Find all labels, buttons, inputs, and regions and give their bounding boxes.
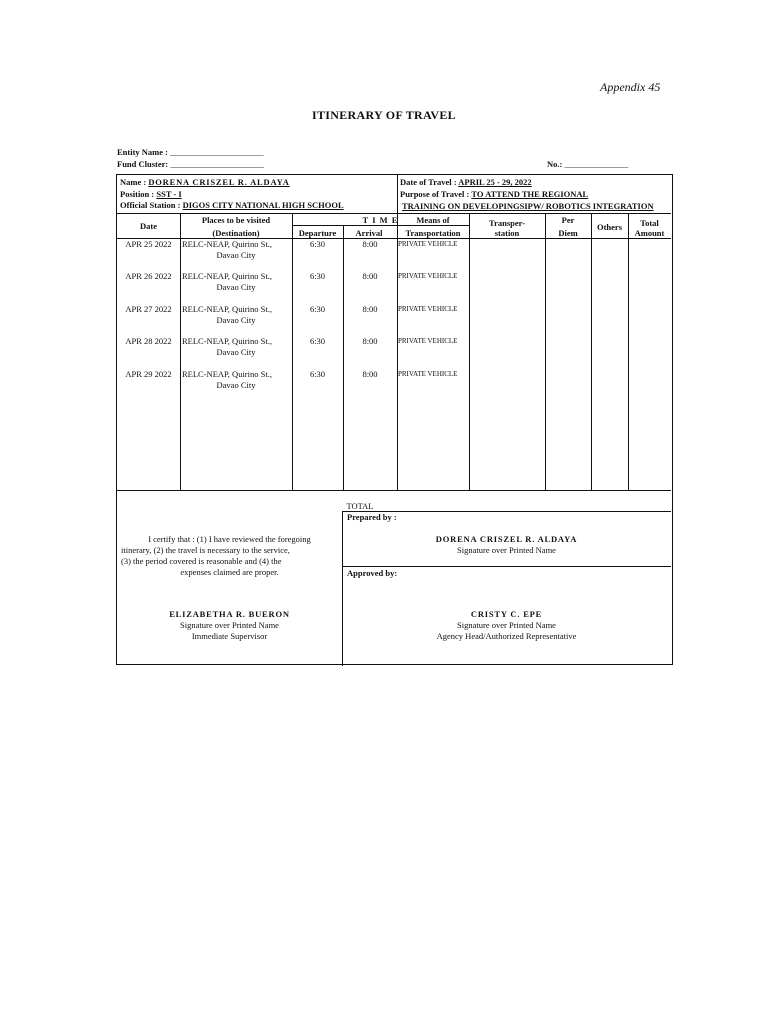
fund-cluster-value: ______________________ <box>170 159 264 169</box>
purpose-value-line1: TO ATTEND THE REGIONAL <box>471 189 589 199</box>
entity-name-label: Entity Name : <box>117 147 168 157</box>
col-departure-divider <box>343 225 344 490</box>
row-place-line1: RELC-NEAP, Quirino St., <box>182 271 272 281</box>
approval-divider <box>342 566 671 567</box>
name-label: Name : <box>120 177 147 187</box>
row-date: APR 26 2022 <box>125 271 172 281</box>
name-value: DORENA CRISZEL R. ALDAYA <box>148 177 290 187</box>
header-places-line1: Places to be visited <box>201 215 271 225</box>
supervisor-caption-1: Signature over Printed Name <box>180 620 279 630</box>
row-place-line1: RELC-NEAP, Quirino St., <box>182 336 272 346</box>
traveler-name-row <box>120 177 290 187</box>
supervisor-caption-2: Immediate Supervisor <box>191 631 268 641</box>
station-label: Official Station : <box>120 200 181 210</box>
col-transport-divider <box>545 213 546 490</box>
row-place-line2: Davao City <box>216 282 256 292</box>
row-arrival: 8:00 <box>362 369 378 379</box>
certification-line-4: expenses claimed are proper. <box>180 567 279 577</box>
col-perdiem-divider <box>591 213 592 490</box>
prepared-by-label: Prepared by : <box>347 512 397 522</box>
approved-by-caption-2: Agency Head/Authorized Representative <box>436 631 577 641</box>
row-means: PRIVATE VEHICLE <box>398 370 458 378</box>
header-total-line1: Total <box>640 218 659 228</box>
station-value: DIGOS CITY NATIONAL HIGH SCHOOL <box>182 200 344 210</box>
date-of-travel-label: Date of Travel : <box>400 177 457 187</box>
header-total-line2: Amount <box>634 228 665 238</box>
row-means: PRIVATE VEHICLE <box>398 272 458 280</box>
col-others-divider <box>628 213 629 490</box>
number-value: _______________ <box>564 159 629 169</box>
time-divider <box>292 225 469 226</box>
row-arrival: 8:00 <box>362 239 378 249</box>
certification-line-3: (3) the period covered is reasonable and (4) the <box>121 556 282 566</box>
header-arrival: Arrival <box>355 228 383 238</box>
row-place-line2: Davao City <box>216 380 256 390</box>
info-divider <box>117 213 671 214</box>
row-arrival: 8:00 <box>362 336 378 346</box>
purpose-row <box>400 189 588 199</box>
number-field <box>547 159 628 169</box>
row-departure: 6:30 <box>309 304 326 314</box>
col-place-divider <box>292 213 293 490</box>
purpose-value-line2: TRAINING ON DEVELOPINGSIPW/ ROBOTICS INTEGRATION <box>402 201 654 211</box>
official-station-row <box>120 200 344 210</box>
row-arrival: 8:00 <box>362 304 378 314</box>
approved-by-label: Approved by: <box>347 568 398 578</box>
header-date: Date <box>140 221 157 231</box>
header-perdiem-line2: Diem <box>558 228 578 238</box>
header-means-line1: Means of <box>416 215 450 225</box>
row-departure: 6:30 <box>309 271 326 281</box>
header-places-line2: (Destination) <box>212 228 260 238</box>
certification-line-1: I certify that : (1) I have reviewed the foregoing <box>148 534 311 544</box>
appendix-label: Appendix 45 <box>600 80 661 94</box>
header-time: T I M E <box>362 215 399 225</box>
header-others: Others <box>596 222 623 232</box>
header-transport-line2: station <box>494 228 520 238</box>
prepared-by-caption: Signature over Printed Name <box>457 545 556 555</box>
prepared-by-name: DORENA CRISZEL R. ALDAYA <box>435 534 578 544</box>
row-departure: 6:30 <box>309 336 326 346</box>
row-place-line1: RELC-NEAP, Quirino St., <box>182 369 272 379</box>
row-date: APR 27 2022 <box>125 304 172 314</box>
header-transport-line1: Transper- <box>489 218 525 228</box>
row-place-line2: Davao City <box>216 347 256 357</box>
row-place-line2: Davao City <box>216 315 256 325</box>
row-means: PRIVATE VEHICLE <box>398 240 458 248</box>
number-label: No.: <box>547 159 563 169</box>
fund-cluster-label: Fund Cluster: <box>117 159 169 169</box>
position-row <box>120 189 182 199</box>
header-perdiem-line1: Per <box>561 215 575 225</box>
position-label: Position : <box>120 189 155 199</box>
fund-cluster-field <box>117 159 264 169</box>
row-date: APR 29 2022 <box>125 369 172 379</box>
header-departure: Departure <box>298 228 337 238</box>
date-of-travel-value: APRIL 25 - 29, 2022 <box>458 177 532 187</box>
itinerary-form <box>116 174 673 665</box>
col-means-divider <box>469 213 470 490</box>
total-label: TOTAL <box>346 501 374 511</box>
row-means: PRIVATE VEHICLE <box>398 305 458 313</box>
row-date: APR 28 2022 <box>125 336 172 346</box>
position-value: SST - I <box>156 189 182 199</box>
row-means: PRIVATE VEHICLE <box>398 337 458 345</box>
row-departure: 6:30 <box>309 369 326 379</box>
table-bottom-line <box>117 490 671 491</box>
row-arrival: 8:00 <box>362 271 378 281</box>
row-place-line1: RELC-NEAP, Quirino St., <box>182 304 272 314</box>
entity-name-field <box>117 147 264 157</box>
approved-by-name: CRISTY C. EPE <box>470 609 543 619</box>
document-title: ITINERARY OF TRAVEL <box>312 108 456 122</box>
row-place-line2: Davao City <box>216 250 256 260</box>
supervisor-name: ELIZABETHA R. BUERON <box>169 609 290 619</box>
row-date: APR 25 2022 <box>125 239 172 249</box>
header-means-line2: Transportation <box>405 228 461 238</box>
row-place-line1: RELC-NEAP, Quirino St., <box>182 239 272 249</box>
entity-name-value: ______________________ <box>170 147 264 157</box>
approved-by-caption-1: Signature over Printed Name <box>457 620 556 630</box>
date-of-travel-row <box>400 177 532 187</box>
purpose-label: Purpose of Travel : <box>400 189 470 199</box>
row-departure: 6:30 <box>309 239 326 249</box>
certification-line-2: itinerary, (2) the travel is necessary to the service, <box>121 545 290 555</box>
